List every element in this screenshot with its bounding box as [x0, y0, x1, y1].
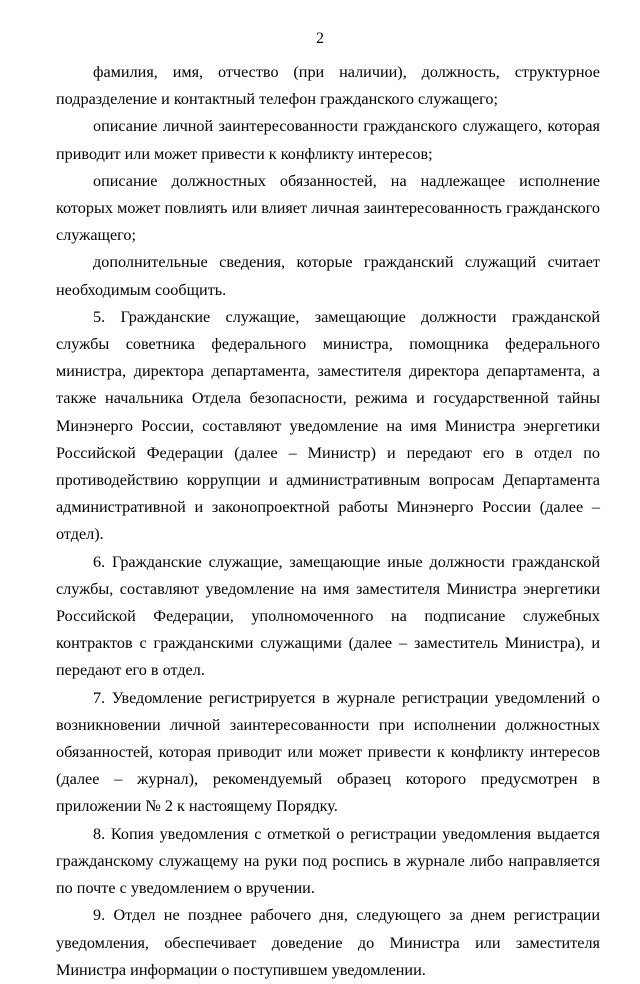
- paragraph-clause-5: 5. Гражданские служащие, замещающие должности гражданской службы советника федерального министра, помощника федерального министра, директора департамента, заместителя директора департамента, а также начальника Отдела безопасности, режима и государственной тайны Минэнерго России, составляют уведомление на имя Министра энергетики Российской Федерации (далее – Министр) и передают его в отдел по противодействию коррупции и административным вопросам Департамента административной и законопроектной работы Минэнерго России (далее – отдел).: [56, 307, 600, 544]
- paragraph-interest-description: описание личной заинтересованности гражданского служащего, которая приводит или может привести к конфликту интересов;: [56, 117, 600, 163]
- paragraph-clause-6: 6. Гражданские служащие, замещающие иные должности гражданской службы, составляют уведомление на имя заместителя Министра энергетики Российской Федерации, уполномоченного на подписание служебных контрактов с гражданскими служащими (далее – заместитель Министра), и передают его в отдел.: [56, 552, 600, 680]
- paragraph-applicant-details: фамилия, имя, отчество (при наличии), должность, структурное подразделение и контактный телефон гражданского служащего;: [56, 63, 600, 109]
- paragraph-additional-info: дополнительные сведения, которые гражданский служащий считает необходимым сообщить.: [56, 253, 600, 299]
- paragraph-duties-description: описание должностных обязанностей, на надлежащее исполнение которых может повлиять или влияет личная заинтересованность гражданского служащего;: [56, 171, 600, 245]
- paragraph-clause-9: 9. Отдел не позднее рабочего дня, следующего за днем регистрации уведомления, обеспечивает доведение до Министра или заместителя Министра информации о поступившем уведомлении.: [56, 906, 600, 979]
- paragraph-clause-8: 8. Копия уведомления с отметкой о регистрации уведомления выдается гражданскому служащему на руки под роспись в журнале либо направляется по почте с уведомлением о вручении.: [56, 824, 600, 898]
- page-number: 2: [316, 30, 324, 47]
- paragraph-clause-7: 7. Уведомление регистрируется в журнале регистрации уведомлений о возникновении личной заинтересованности при исполнении должностных обязанностей, которая приводит или может привести к конфликту интересов (далее – журнал), рекомендуемый образец которого предусмотрен в приложении № 2 к настоящему Порядку.: [56, 688, 600, 816]
- document-body: [56, 59, 600, 984]
